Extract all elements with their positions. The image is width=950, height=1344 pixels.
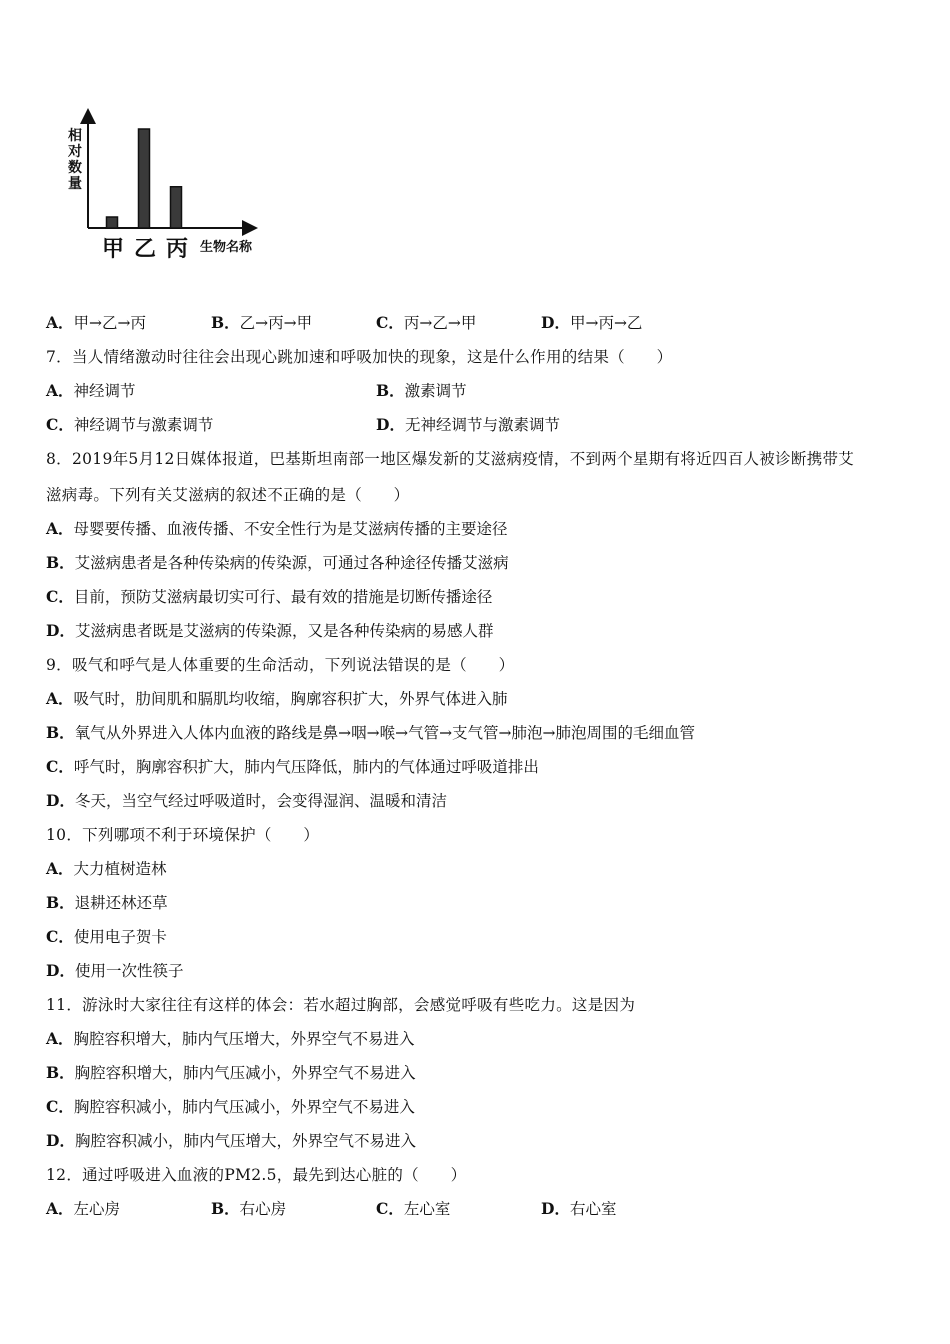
q7-option-a[interactable]: A．神经调节 bbox=[46, 381, 136, 400]
q6-option-c[interactable]: C．丙→乙→甲 bbox=[376, 313, 477, 332]
q7-stem: 7．当人情绪激动时往往会出现心跳加速和呼吸加快的现象，这是什么作用的结果（ ） bbox=[46, 348, 673, 366]
x-tick-label: 乙 bbox=[133, 237, 156, 262]
bar-乙 bbox=[139, 129, 150, 228]
bar-chart bbox=[60, 108, 290, 268]
q9-option-b[interactable]: B．氧气从外界进入人体内血液的路线是鼻→咽→喉→气管→支气管→肺泡→肺泡周围的毛细血管 bbox=[46, 723, 696, 742]
q11-option-a[interactable]: A．胸腔容积增大，肺内气压增大，外界空气不易进入 bbox=[46, 1029, 415, 1048]
bar-丙 bbox=[171, 187, 182, 228]
q12-option-c[interactable]: C．左心室 bbox=[376, 1199, 451, 1218]
q8-option-a[interactable]: A．母婴要传播、血液传播、不安全性行为是艾滋病传播的主要途径 bbox=[46, 519, 508, 538]
q10-option-c[interactable]: C．使用电子贺卡 bbox=[46, 927, 167, 946]
q12-option-b[interactable]: B．右心房 bbox=[211, 1199, 287, 1218]
q8-stem-line2: 滋病毒。下列有关艾滋病的叙述不正确的是（ ） bbox=[46, 486, 410, 504]
q10-option-a[interactable]: A．大力植树造林 bbox=[46, 859, 167, 878]
x-tick-label: 丙 bbox=[165, 237, 188, 262]
q7-option-c[interactable]: C．神经调节与激素调节 bbox=[46, 415, 214, 434]
q11-option-c[interactable]: C．胸腔容积减小，肺内气压减小，外界空气不易进入 bbox=[46, 1097, 415, 1116]
q11-stem: 11．游泳时大家往往有这样的体会：若水超过胸部，会感觉呼吸有些吃力。这是因为 bbox=[46, 996, 636, 1014]
q8-option-b[interactable]: B．艾滋病患者是各种传染病的传染源，可通过各种途径传播艾滋病 bbox=[46, 553, 509, 572]
q8-option-d[interactable]: D．艾滋病患者既是艾滋病的传染源，又是各种传染病的易感人群 bbox=[46, 621, 494, 640]
q7-option-d[interactable]: D．无神经调节与激素调节 bbox=[376, 415, 560, 434]
x-axis-label: 生物名称 bbox=[200, 240, 253, 255]
q10-option-b[interactable]: B．退耕还林还草 bbox=[46, 893, 168, 912]
q8-stem-line1: 8．2019年5月12日媒体报道，巴基斯坦南部一地区爆发新的艾滋病疫情，不到两个星期有将近四百人被诊断携带艾 bbox=[46, 450, 855, 468]
q11-option-d[interactable]: D．胸腔容积减小，肺内气压增大，外界空气不易进入 bbox=[46, 1131, 416, 1150]
q12-stem: 12．通过呼吸进入血液的PM2.5，最先到达心脏的（ ） bbox=[46, 1166, 467, 1184]
q7-option-b[interactable]: B．激素调节 bbox=[376, 381, 467, 400]
q12-option-d[interactable]: D．右心室 bbox=[541, 1199, 617, 1218]
q9-stem: 9．吸气和呼气是人体重要的生命活动，下列说法错误的是（ ） bbox=[46, 656, 515, 674]
q9-option-d[interactable]: D．冬天，当空气经过呼吸道时，会变得湿润、温暖和清洁 bbox=[46, 791, 447, 810]
bar-甲 bbox=[107, 217, 118, 228]
y-axis-label: 相对数量 bbox=[68, 128, 82, 192]
q9-option-a[interactable]: A．吸气时，肋间肌和膈肌均收缩，胸廓容积扩大，外界气体进入肺 bbox=[46, 689, 508, 708]
q6-option-b[interactable]: B．乙→丙→甲 bbox=[211, 313, 313, 332]
x-tick-label: 甲 bbox=[101, 237, 124, 262]
q12-option-a[interactable]: A．左心房 bbox=[46, 1199, 121, 1218]
q6-option-a[interactable]: A．甲→乙→丙 bbox=[46, 313, 147, 332]
q6-option-d[interactable]: D．甲→丙→乙 bbox=[541, 313, 643, 332]
q10-option-d[interactable]: D．使用一次性筷子 bbox=[46, 961, 184, 980]
q9-option-c[interactable]: C．呼气时，胸廓容积扩大，肺内气压降低，肺内的气体通过呼吸道排出 bbox=[46, 757, 539, 776]
q10-stem: 10．下列哪项不利于环境保护（ ） bbox=[46, 826, 320, 844]
q8-option-c[interactable]: C．目前，预防艾滋病最切实可行、最有效的措施是切断传播途径 bbox=[46, 587, 493, 606]
q11-option-b[interactable]: B．胸腔容积增大，肺内气压减小，外界空气不易进入 bbox=[46, 1063, 416, 1082]
